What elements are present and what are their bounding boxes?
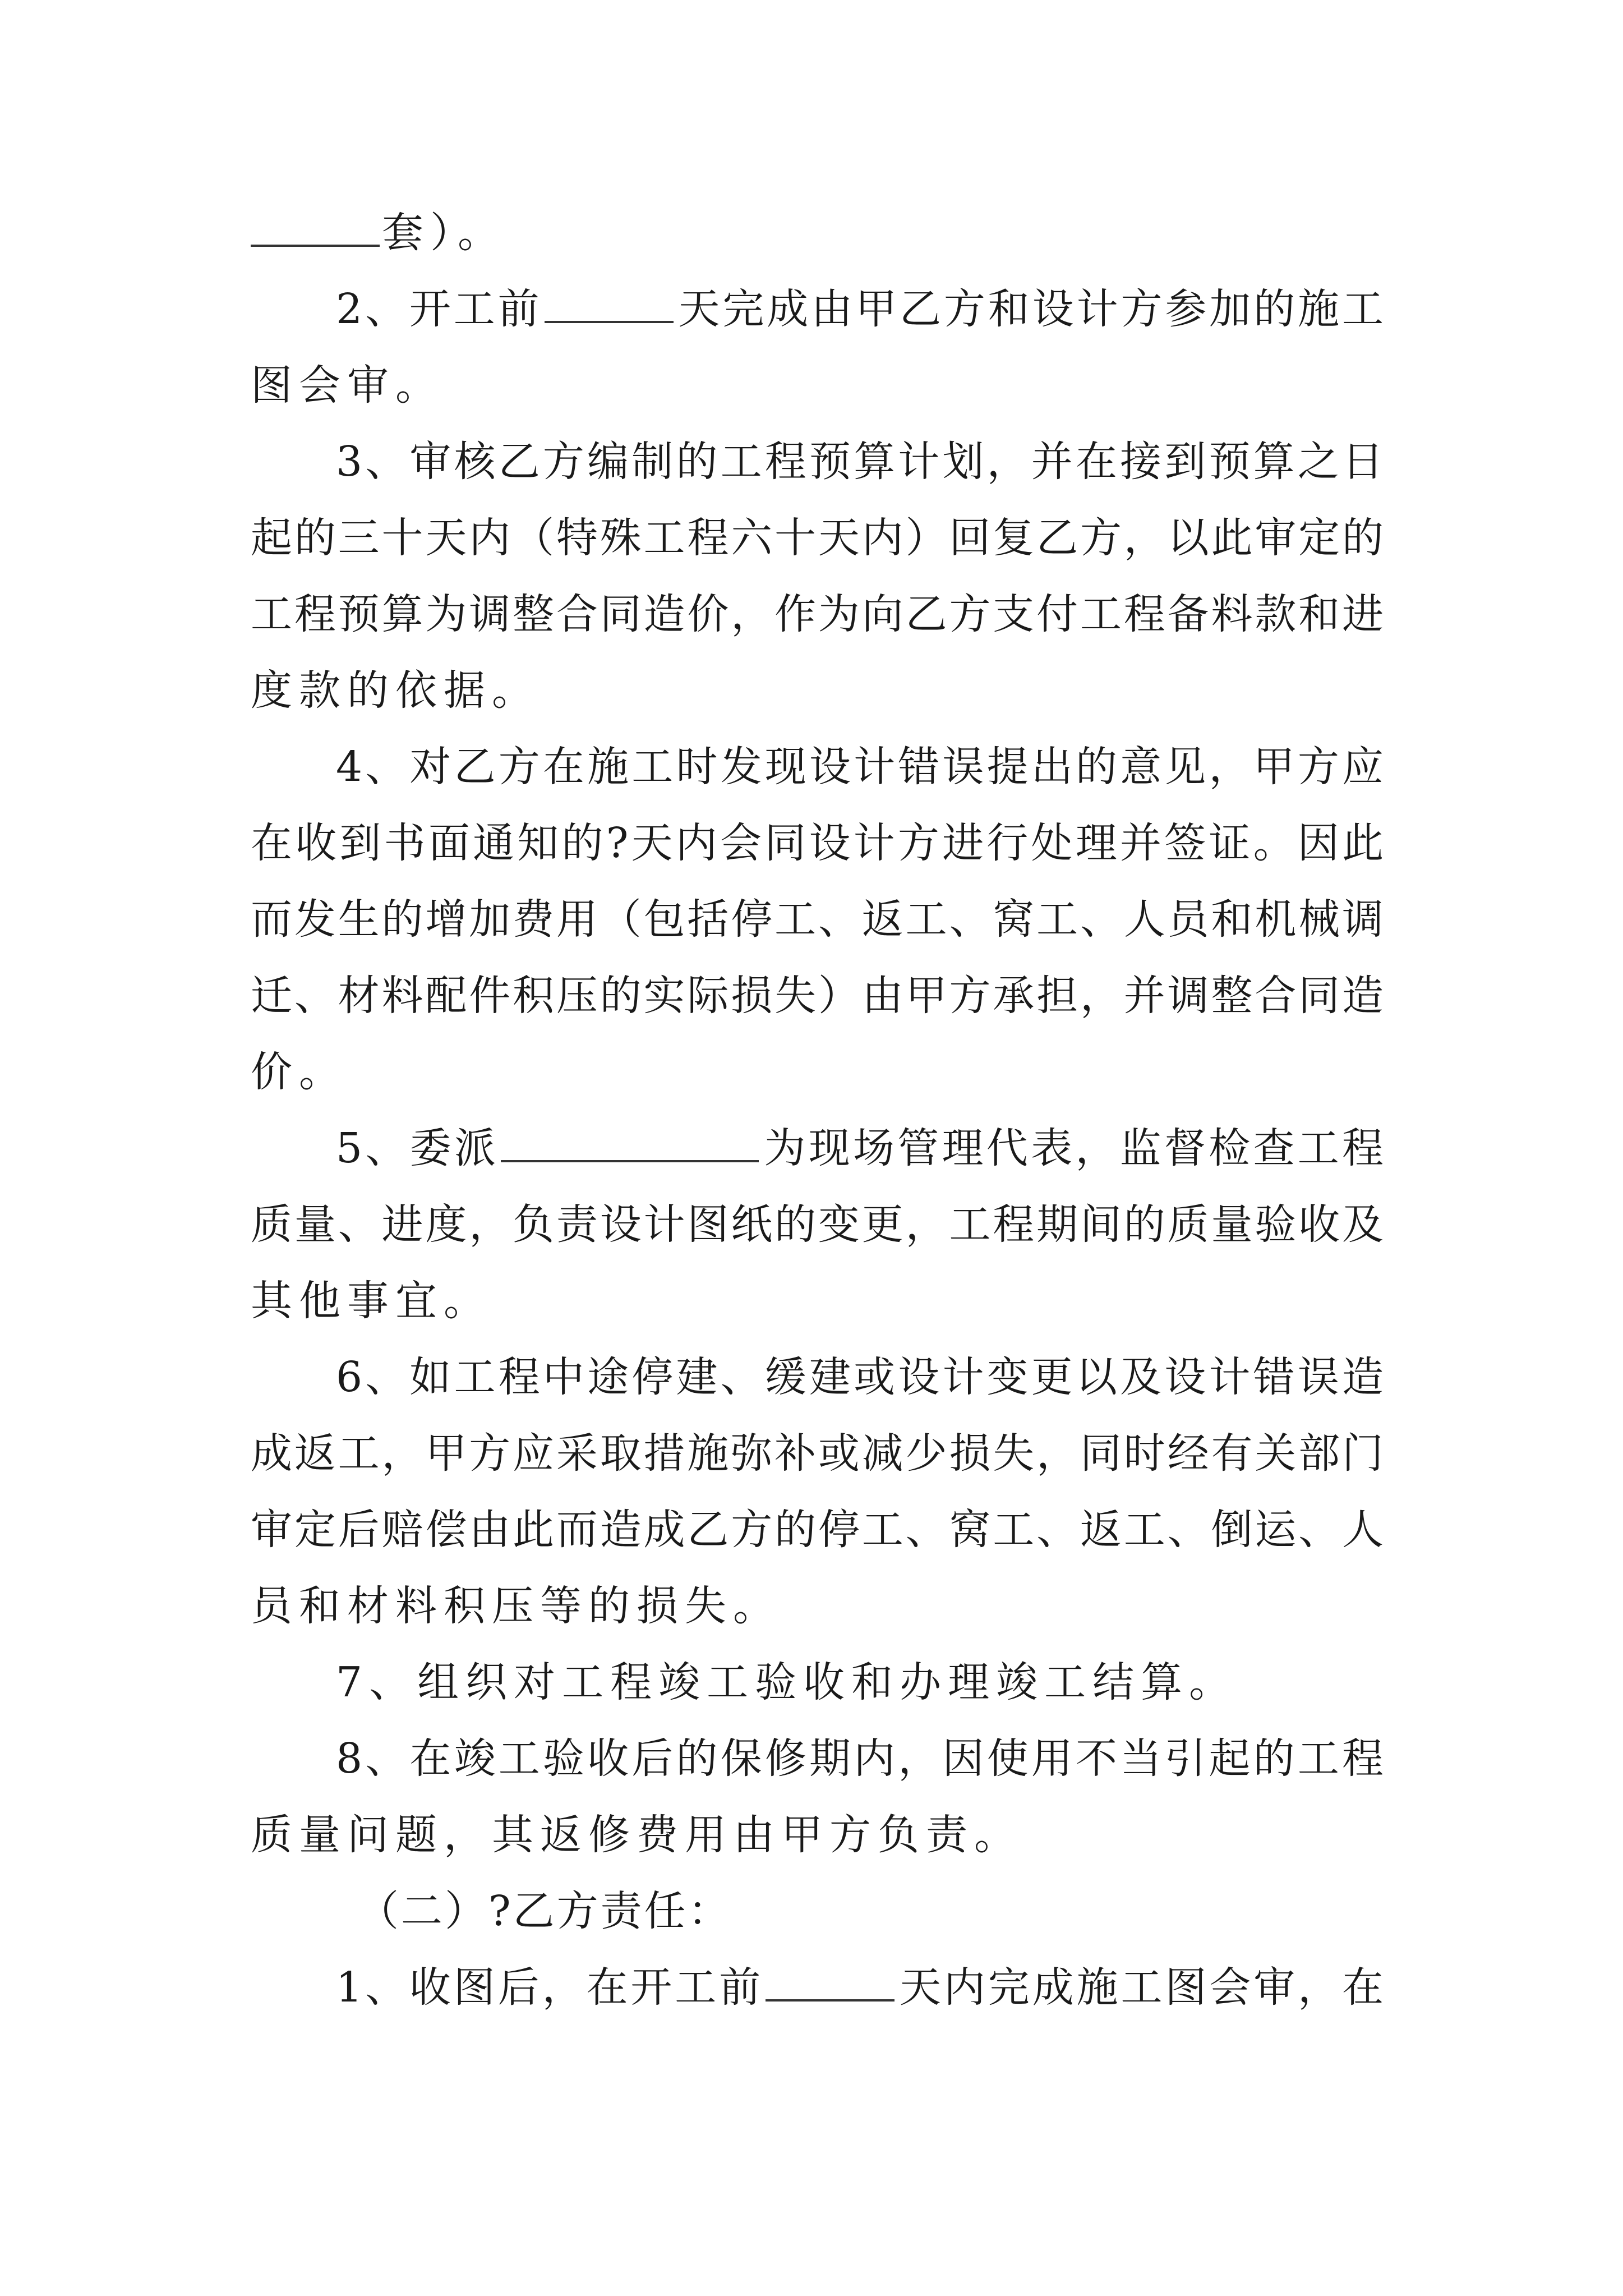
fill-in-blank: [251, 197, 380, 247]
paragraph-line: 度款的依据。: [251, 666, 540, 715]
paragraph-line: 图会审。: [251, 361, 444, 409]
section-heading: （二）?乙方责任：: [357, 1887, 732, 1935]
paragraph-line: 质量问题，其返修费用由甲方负责。: [251, 1811, 1022, 1859]
paragraph-line: 审定后赔偿由此而造成乙方的停工、窝工、返工、倒运、人: [251, 1506, 1384, 1554]
paragraph-line: 在收到书面通知的?天内会同设计方进行处理并签证。因此: [251, 819, 1384, 867]
paragraph-line: 套）。: [251, 194, 1384, 272]
paragraph-line: 5、委派 为现场管理代表，监督检查工程: [336, 1109, 1384, 1188]
fill-in-blank: [501, 1113, 759, 1162]
paragraph-line: 3、审核乙方编制的工程预算计划，并在接到预算之日: [336, 438, 1384, 486]
paragraph-line: 2、开工前 天完成由甲乙方和设计方参加的施工: [336, 270, 1384, 348]
paragraph-line: 8、在竣工验收后的保修期内，因使用不当引起的工程: [336, 1734, 1384, 1783]
paragraph-line: 工程预算为调整合同造价，作为向乙方支付工程备料款和进: [251, 590, 1384, 638]
paragraph-line: 1、收图后，在开工前 天内完成施工图会审，在: [336, 1948, 1384, 2027]
paragraph-line: 员和材料积压等的损失。: [251, 1582, 781, 1630]
paragraph-line: 质量、进度，负责设计图纸的变更，工程期间的质量验收及: [251, 1200, 1384, 1249]
fill-in-blank: [545, 274, 674, 323]
fill-in-blank: [766, 1952, 895, 2001]
paragraph-line: 6、如工程中途停建、缓建或设计变更以及设计错误造: [336, 1353, 1384, 1401]
paragraph-line: 其他事宜。: [251, 1277, 492, 1325]
paragraph-line: 4、对乙方在施工时发现设计错误提出的意见，甲方应: [336, 743, 1384, 791]
paragraph-line: 迁、材料配件积压的实际损失）由甲方承担，并调整合同造: [251, 972, 1384, 1020]
paragraph-line: 7、组织对工程竣工验收和办理竣工结算。: [336, 1658, 1238, 1706]
paragraph-line: 价。: [251, 1048, 347, 1096]
paragraph-line: 起的三十天内（特殊工程六十天内）回复乙方，以此审定的: [251, 514, 1384, 562]
paragraph-line: 而发生的增加费用（包括停工、返工、窝工、人员和机械调: [251, 895, 1384, 944]
paragraph-line: 成返工，甲方应采取措施弥补或减少损失，同时经有关部门: [251, 1429, 1384, 1478]
